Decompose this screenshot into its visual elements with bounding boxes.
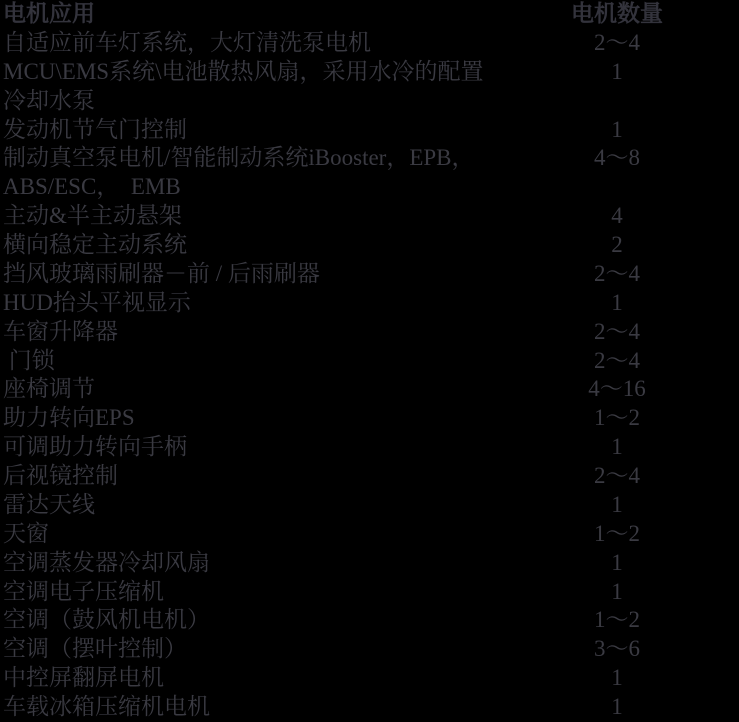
table-row bbox=[0, 606, 739, 635]
table-row bbox=[0, 202, 739, 231]
row-value: 2～4 bbox=[594, 29, 640, 55]
row-label: 空调（摆叶控制） bbox=[3, 636, 187, 662]
row-label: 车窗升降器 bbox=[3, 318, 118, 344]
row-label: 座椅调节 bbox=[3, 376, 95, 402]
row-label: 车载冰箱压缩机电机 bbox=[3, 694, 210, 719]
table-row bbox=[0, 664, 739, 693]
table-row bbox=[0, 375, 739, 404]
row-label: 中控屏翻屏电机 bbox=[3, 665, 164, 691]
header-quantity: 电机数量 bbox=[571, 1, 663, 26]
row-value: 4～8 bbox=[594, 145, 640, 171]
table-row bbox=[0, 231, 739, 260]
row-value: 4～16 bbox=[588, 376, 646, 402]
table-row bbox=[0, 260, 739, 289]
row-label: 空调蒸发器冷却风扇 bbox=[3, 549, 210, 575]
row-label: 主动&半主动悬架 bbox=[3, 203, 182, 229]
row-value: 1 bbox=[611, 491, 623, 517]
row-value: 1～2 bbox=[594, 405, 640, 431]
row-label: 冷却水泵 bbox=[3, 87, 95, 113]
table-row bbox=[0, 404, 739, 433]
row-value: 1～2 bbox=[594, 607, 640, 633]
row-value: 1 bbox=[611, 434, 623, 460]
row-value bbox=[557, 173, 677, 202]
table-row bbox=[0, 116, 739, 145]
header-application: 电机应用 bbox=[3, 1, 95, 26]
row-label: 空调（鼓风机电机） bbox=[3, 607, 210, 633]
row-value: 2～4 bbox=[594, 260, 640, 286]
row-label: 可调助力转向手柄 bbox=[3, 434, 187, 460]
row-label: HUD抬头平视显示 bbox=[3, 289, 191, 315]
row-label: 制动真空泵电机/智能制动系统iBooster，EPB， bbox=[3, 145, 475, 171]
table-row bbox=[0, 635, 739, 664]
row-label: 空调电子压缩机 bbox=[3, 578, 164, 604]
row-value: 2～4 bbox=[594, 318, 640, 344]
table-row bbox=[0, 289, 739, 318]
row-label: ABS/ESC， EMB bbox=[3, 174, 181, 200]
row-label: 门锁 bbox=[3, 347, 55, 373]
table-row bbox=[0, 491, 739, 520]
row-value: 1～2 bbox=[594, 520, 640, 546]
row-value: 1 bbox=[611, 289, 623, 315]
table-row bbox=[0, 433, 739, 462]
row-value: 4 bbox=[611, 203, 623, 229]
table-row bbox=[0, 578, 739, 607]
row-value: 1 bbox=[611, 549, 623, 575]
row-label: 天窗 bbox=[3, 520, 49, 546]
table-row bbox=[0, 693, 739, 722]
row-label: 自适应前车灯系统，大灯清洗泵电机 bbox=[3, 29, 371, 55]
table-row bbox=[0, 520, 739, 549]
table-row bbox=[0, 58, 739, 87]
row-value: 1 bbox=[611, 694, 623, 719]
row-label: 横向稳定主动系统 bbox=[3, 232, 187, 257]
row-label: 发动机节气门控制 bbox=[3, 116, 187, 142]
row-label: 雷达天线 bbox=[3, 491, 95, 517]
table-row bbox=[0, 462, 739, 491]
table-row bbox=[0, 144, 739, 173]
row-value bbox=[557, 87, 677, 116]
table-row-continuation bbox=[0, 87, 739, 116]
table-row bbox=[0, 549, 739, 578]
row-label: 助力转向EPS bbox=[3, 405, 135, 431]
table-row-continuation bbox=[0, 173, 739, 202]
row-value: 2～4 bbox=[594, 347, 640, 373]
row-label: 挡风玻璃雨刷器－前 / 后雨刷器 bbox=[3, 260, 320, 286]
row-value: 2～4 bbox=[594, 463, 640, 488]
table-row bbox=[0, 318, 739, 347]
row-value: 1 bbox=[611, 58, 623, 84]
row-value: 1 bbox=[611, 116, 623, 142]
table-row bbox=[0, 29, 739, 58]
row-value: 2 bbox=[611, 232, 623, 257]
table-header-row bbox=[0, 0, 739, 29]
table-row bbox=[0, 347, 739, 376]
row-label: MCU\EMS系统\电池散热风扇，采用水冷的配置 bbox=[3, 58, 484, 84]
row-value: 1 bbox=[611, 665, 623, 691]
row-value: 3～6 bbox=[594, 636, 640, 662]
row-label: 后视镜控制 bbox=[3, 463, 118, 488]
row-value: 1 bbox=[611, 578, 623, 604]
